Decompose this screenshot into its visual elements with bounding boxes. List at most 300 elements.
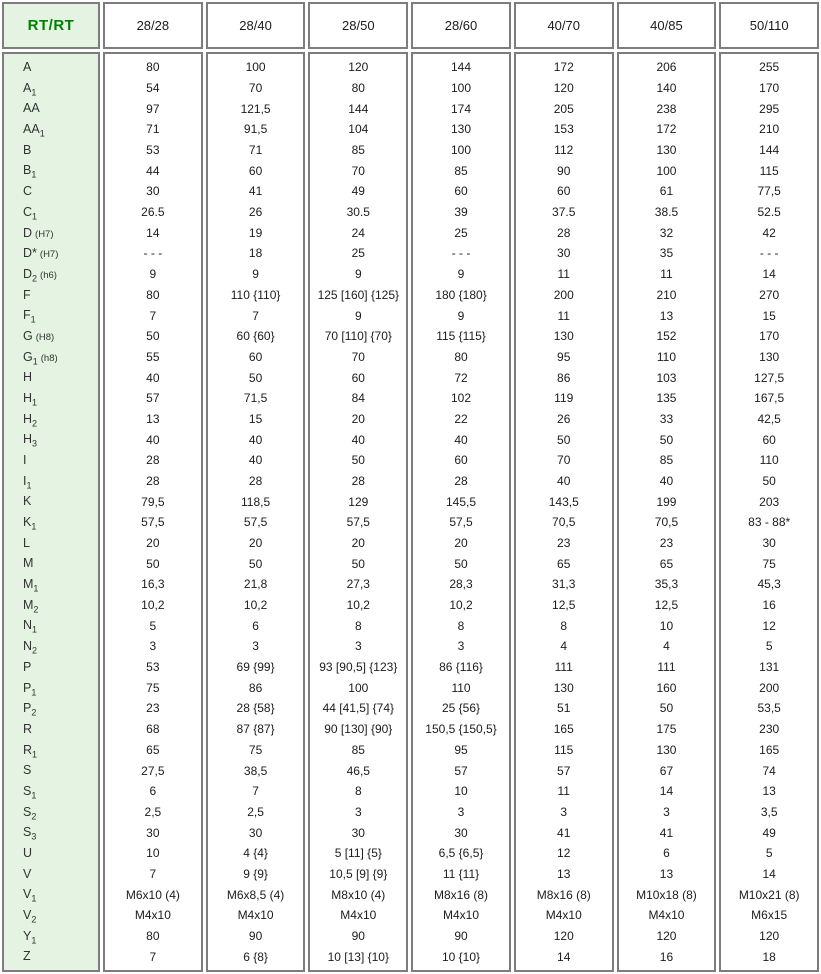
data-cell: 50 <box>762 473 776 488</box>
data-cell: 40 <box>659 473 674 488</box>
row-label: M <box>23 556 34 571</box>
data-cell: 170 <box>759 81 780 96</box>
data-cell: 70 <box>248 81 263 96</box>
data-cell: 104 <box>348 122 369 137</box>
data-cell: 3 <box>663 804 670 819</box>
data-cell: 10,2 <box>346 598 370 613</box>
column-body <box>206 52 306 972</box>
data-cell: 50 <box>351 453 365 468</box>
data-cell: 84 <box>351 391 365 406</box>
data-cell: 41 <box>557 825 571 840</box>
data-cell: 130 <box>656 742 677 757</box>
data-cell: 53,5 <box>757 701 781 716</box>
data-cell: 130 <box>553 680 574 695</box>
data-cell: 44 <box>146 163 160 178</box>
row-label: F <box>23 287 31 302</box>
data-cell: 18 <box>248 246 263 261</box>
data-cell: 37.5 <box>552 205 576 220</box>
data-cell: 49 <box>351 184 365 199</box>
data-cell: 38,5 <box>243 763 268 778</box>
data-cell: 16,3 <box>141 577 165 592</box>
data-cell: 238 <box>656 101 677 116</box>
data-cell: 14 <box>557 949 571 964</box>
data-cell: 86 <box>248 680 263 695</box>
row-label: $V_1$ <box>23 887 37 904</box>
data-cell: 15 <box>762 308 776 323</box>
data-cell: 14 <box>762 866 776 881</box>
data-cell: 144 <box>348 101 369 116</box>
data-cell: 120 <box>553 81 574 96</box>
data-cell: M4x10 <box>545 908 582 923</box>
data-cell: 129 <box>348 494 369 509</box>
data-cell: 60 <box>557 184 571 199</box>
row-label: $N_1$ <box>23 618 38 635</box>
data-cell: 115 <box>554 742 574 757</box>
data-cell: 30 <box>454 825 468 840</box>
row-label: $V_2$ <box>23 908 37 925</box>
data-cell: 3 <box>354 639 362 654</box>
data-cell: 50 <box>146 329 160 344</box>
data-cell: 23 <box>557 536 571 551</box>
data-cell: 172 <box>553 60 574 75</box>
column-header: 40/70 <box>514 2 614 49</box>
row-label: $H_1$ <box>23 390 38 408</box>
data-cell: 41 <box>248 184 263 199</box>
row-label: $S_3$ <box>23 825 37 842</box>
row-label: $N_2$ <box>23 639 38 656</box>
data-cell: 10 {10} <box>441 949 481 964</box>
column-body <box>411 52 511 972</box>
data-cell: 28 <box>146 453 160 468</box>
data-cell: 27,3 <box>346 577 370 592</box>
data-cell: 165 <box>553 722 574 737</box>
data-cell: 60 <box>454 184 468 199</box>
data-cell: 57 <box>146 391 160 406</box>
data-cell: 80 <box>454 349 468 364</box>
data-cell: 206 <box>656 60 677 75</box>
data-cell: 11 <box>660 267 673 282</box>
data-cell: 9 <box>252 267 259 282</box>
row-label: $C_1$ <box>23 204 38 222</box>
data-cell: 60 <box>248 163 263 178</box>
data-cell: 210 <box>656 287 677 302</box>
data-cell: 35,3 <box>654 577 679 592</box>
data-cell: 131 <box>759 660 780 675</box>
data-cell: 13 <box>659 866 674 881</box>
row-label: $M_1$ <box>23 577 39 594</box>
data-cell: M4x10 <box>648 908 685 923</box>
data-cell: 60 <box>351 370 365 385</box>
data-column <box>617 2 717 972</box>
data-cell: 57 <box>557 763 571 778</box>
row-label: $G_1$ (h8) <box>23 349 58 367</box>
data-cell: 69 {99} <box>236 660 275 675</box>
data-cell: 54 <box>146 81 160 96</box>
data-cell: 70,5 <box>654 515 679 530</box>
data-cell: 150,5 {150,5} <box>425 722 497 737</box>
column-body <box>308 52 408 972</box>
data-cell: 7 <box>149 866 157 881</box>
column-header: 28/60 <box>411 2 511 49</box>
data-cell: 30 <box>146 184 160 199</box>
data-cell: 200 <box>759 680 780 695</box>
data-cell: 24 <box>351 225 365 240</box>
data-cell: 70 <box>351 163 365 178</box>
data-cell: 130 <box>451 122 472 137</box>
column-header: 40/85 <box>617 2 717 49</box>
data-cell: 90 [130] {90} <box>324 722 393 737</box>
row-label: P <box>23 659 32 674</box>
data-cell: 40 <box>454 432 468 447</box>
data-cell: 32 <box>659 225 674 240</box>
data-cell: 18 <box>762 949 776 964</box>
data-cell: 95 <box>454 742 468 757</box>
row-label: $B_1$ <box>23 163 37 180</box>
data-cell: 13 <box>557 866 571 881</box>
data-cell: 144 <box>451 60 472 75</box>
data-cell: 12,5 <box>552 598 576 613</box>
data-cell: 25 <box>454 225 468 240</box>
data-cell: 40 <box>146 370 160 385</box>
data-cell: M4x10 <box>134 908 171 923</box>
data-cell: 100 <box>348 680 369 695</box>
data-cell: 13 <box>762 784 776 799</box>
data-cell: 7 <box>252 308 259 323</box>
data-cell: 3 <box>149 639 157 654</box>
data-cell: 46,5 <box>346 763 370 778</box>
data-cell: 205 <box>553 101 574 116</box>
data-cell: 6 <box>149 784 157 799</box>
data-cell: 83 - 88* <box>748 515 791 530</box>
data-column <box>411 2 511 972</box>
data-cell: 13 <box>659 308 674 323</box>
data-cell: 30.5 <box>346 205 370 220</box>
data-cell: 200 <box>553 287 574 302</box>
data-cell: 44 [41,5] {74} <box>322 701 394 716</box>
data-cell: 22 <box>454 411 468 426</box>
data-cell: 30 <box>557 246 571 261</box>
data-cell: 57,5 <box>243 515 268 530</box>
data-cell: 20 <box>454 536 468 551</box>
data-cell: 20 <box>351 536 365 551</box>
data-cell: 60 <box>454 453 468 468</box>
data-cell: 13 <box>146 411 160 426</box>
data-cell: 100 <box>656 163 677 178</box>
data-cell: 30 <box>248 825 263 840</box>
data-cell: 121,5 <box>240 101 271 116</box>
data-cell: 10,2 <box>449 598 473 613</box>
data-cell: 3 <box>252 639 259 654</box>
data-cell: - - - <box>451 246 471 261</box>
data-cell: 70 <box>557 453 571 468</box>
data-cell: 90 <box>454 928 468 943</box>
data-cell: 45,3 <box>757 577 781 592</box>
row-label: $S_2$ <box>23 804 37 822</box>
data-cell: 35 <box>659 246 674 261</box>
data-cell: 50 <box>659 701 674 716</box>
data-cell: 90 <box>351 928 365 943</box>
row-label: $K_1$ <box>23 515 37 532</box>
data-cell: 60 {60} <box>236 329 275 344</box>
row-label: Z <box>23 949 31 964</box>
data-cell: 7 <box>149 949 157 964</box>
data-cell: 11 <box>557 784 570 799</box>
data-cell: 5 <box>765 846 773 861</box>
data-cell: 30 <box>351 825 365 840</box>
column-header: 50/110 <box>719 2 819 49</box>
data-cell: M6x10 (4) <box>125 887 180 902</box>
data-cell: 52.5 <box>757 205 781 220</box>
row-label: D* (H7) <box>23 246 59 261</box>
data-cell: 42,5 <box>757 411 781 426</box>
data-cell: 12,5 <box>654 598 679 613</box>
data-cell: 71 <box>248 143 263 158</box>
data-cell: 28 <box>146 473 160 488</box>
data-cell: 60 <box>762 432 776 447</box>
data-cell: 65 <box>659 556 674 571</box>
data-cell: 65 <box>557 556 571 571</box>
column-body <box>103 52 203 972</box>
data-cell: 9 <box>354 308 362 323</box>
row-label: $Y_1$ <box>23 928 37 946</box>
row-label: G (H8) <box>23 328 55 343</box>
data-cell: 25 {56} <box>441 701 481 716</box>
data-cell: 2,5 <box>144 804 162 819</box>
data-cell: 80 <box>351 81 365 96</box>
data-cell: 28 <box>557 225 571 240</box>
data-cell: 71 <box>146 122 160 137</box>
row-label: $A_1$ <box>23 80 37 98</box>
row-label-column-body <box>2 52 100 972</box>
row-label: U <box>23 845 33 860</box>
data-cell: 111 <box>657 660 676 675</box>
data-cell: 120 <box>759 928 780 943</box>
data-cell: 4 {4} <box>243 846 268 861</box>
data-cell: 9 <box>457 267 465 282</box>
data-cell: 72 <box>454 370 468 385</box>
data-cell: 100 <box>451 143 472 158</box>
row-label: S <box>23 763 32 778</box>
row-label: R <box>23 721 33 736</box>
data-cell: 143,5 <box>548 494 579 509</box>
data-cell: 85 <box>351 143 365 158</box>
data-cell: 16 <box>659 949 674 964</box>
data-cell: 8 <box>457 618 465 633</box>
data-cell: 61 <box>659 184 674 199</box>
data-cell: 110 <box>759 453 779 468</box>
data-cell: 40 <box>146 432 160 447</box>
row-label: C <box>23 184 33 199</box>
data-cell: 30 <box>762 536 776 551</box>
data-cell: 9 <box>149 267 157 282</box>
table-corner-label: RT/RT <box>27 17 75 34</box>
data-cell: 80 <box>146 928 160 943</box>
data-cell: 10 <box>454 784 468 799</box>
column-body <box>719 52 819 972</box>
row-label: A <box>23 60 32 75</box>
data-cell: 170 <box>759 329 780 344</box>
data-cell: M4x10 <box>443 908 480 923</box>
data-column <box>103 2 203 972</box>
data-cell: 55 <box>146 349 160 364</box>
data-cell: 110 <box>656 349 677 364</box>
row-label: K <box>23 494 32 509</box>
data-cell: 10 [13] {10} <box>327 949 389 964</box>
data-cell: 8 <box>354 784 362 799</box>
table-corner-header <box>2 2 100 49</box>
row-label: $S_1$ <box>23 783 37 801</box>
data-cell: 75 <box>146 680 160 695</box>
row-label: $H_3$ <box>23 432 38 449</box>
data-cell: 100 <box>451 81 472 96</box>
data-cell: 210 <box>759 122 780 137</box>
data-cell: M8x16 (8) <box>434 887 489 902</box>
data-cell: 10 <box>146 846 160 861</box>
row-label: V <box>23 866 32 881</box>
row-label: $F_1$ <box>23 308 36 325</box>
data-cell: - - - <box>759 246 779 261</box>
data-cell: 26 <box>557 411 571 426</box>
data-cell: 5 <box>149 618 157 633</box>
data-cell: 16 <box>762 598 776 613</box>
data-cell: 42 <box>762 225 776 240</box>
column-body <box>514 52 614 972</box>
data-cell: 5 <box>765 639 773 654</box>
data-cell: 6,5 {6,5} <box>438 846 484 861</box>
data-cell: 67 <box>659 763 674 778</box>
data-cell: 91,5 <box>243 122 268 137</box>
data-cell: 31,3 <box>552 577 576 592</box>
data-cell: 20 <box>146 536 160 551</box>
data-cell: 57,5 <box>346 515 370 530</box>
data-cell: M8x16 (8) <box>536 887 591 902</box>
data-cell: 120 <box>553 928 574 943</box>
row-label: AA <box>23 101 40 116</box>
data-cell: 50 <box>248 556 263 571</box>
data-cell: 14 <box>762 267 776 282</box>
data-cell: 127,5 <box>754 370 785 385</box>
data-column <box>206 2 306 972</box>
data-cell: 12 <box>557 846 571 861</box>
data-cell: 28 <box>351 473 365 488</box>
data-cell: 20 <box>351 411 365 426</box>
data-cell: 28 {58} <box>236 701 275 716</box>
data-cell: 10,2 <box>141 598 165 613</box>
data-cell: 77,5 <box>757 184 781 199</box>
data-cell: 39 <box>454 205 468 220</box>
data-cell: 125 [160] {125} <box>317 287 399 302</box>
data-cell: 86 <box>557 370 571 385</box>
data-cell: 8 <box>354 618 362 633</box>
data-cell: 255 <box>759 60 780 75</box>
data-cell: 71,5 <box>243 391 268 406</box>
column-body <box>617 52 717 972</box>
data-cell: 145,5 <box>446 494 477 509</box>
data-cell: 130 <box>759 349 780 364</box>
data-cell: 19 <box>248 225 263 240</box>
data-cell: 50 <box>146 556 160 571</box>
data-cell: 97 <box>146 101 160 116</box>
data-cell: 93 [90,5] {123} <box>319 660 398 675</box>
row-label: $R_1$ <box>23 742 38 760</box>
data-cell: 144 <box>759 143 780 158</box>
row-label: $AA_1$ <box>23 122 45 139</box>
data-cell: 7 <box>149 308 157 323</box>
data-cell: 4 <box>663 639 670 654</box>
data-cell: M10x21 (8) <box>738 887 800 902</box>
data-cell: 3,5 <box>760 804 778 819</box>
data-cell: 102 <box>451 391 472 406</box>
row-label: H <box>23 370 33 385</box>
data-cell: 7 <box>252 784 259 799</box>
data-cell: 152 <box>656 329 677 344</box>
data-cell: 115 <box>759 163 779 178</box>
data-cell: 10,5 [9] {9} <box>329 866 388 881</box>
data-cell: 23 <box>659 536 674 551</box>
data-cell: 51 <box>557 701 571 716</box>
data-cell: 50 <box>454 556 468 571</box>
data-cell: 50 <box>557 432 571 447</box>
data-cell: 30 <box>146 825 160 840</box>
data-cell: M8x10 (4) <box>331 887 386 902</box>
data-cell: 6 <box>663 846 670 861</box>
data-cell: 50 <box>659 432 674 447</box>
data-cell: 80 <box>146 60 160 75</box>
data-cell: 28 <box>454 473 468 488</box>
data-cell: 57 <box>454 763 468 778</box>
data-cell: 230 <box>759 722 780 737</box>
data-cell: 175 <box>656 722 677 737</box>
data-cell: 23 <box>146 701 160 716</box>
data-cell: 3 <box>457 804 465 819</box>
data-cell: 87 {87} <box>236 722 275 737</box>
data-cell: 70 [110] {70} <box>324 329 392 344</box>
data-cell: 14 <box>146 225 160 240</box>
data-cell: 203 <box>759 494 780 509</box>
data-cell: 110 {110} <box>230 287 281 302</box>
data-cell: 49 <box>762 825 776 840</box>
data-cell: 9 <box>354 267 362 282</box>
data-cell: 41 <box>659 825 674 840</box>
row-label: $I_1$ <box>23 473 32 491</box>
data-cell: 50 <box>248 370 263 385</box>
data-column <box>514 2 614 972</box>
row-label: L <box>23 535 30 550</box>
data-cell: M10x18 (8) <box>636 887 697 902</box>
data-cell: 140 <box>656 81 677 96</box>
data-cell: 9 <box>457 308 465 323</box>
data-cell: 95 <box>557 349 571 364</box>
data-cell: 60 <box>248 349 263 364</box>
data-column <box>308 2 408 972</box>
data-cell: 172 <box>656 122 677 137</box>
data-cell: 40 <box>248 432 263 447</box>
data-cell: 110 <box>451 680 471 695</box>
data-cell: 130 <box>553 329 574 344</box>
data-cell: 180 {180} <box>435 287 487 302</box>
data-cell: M4x10 <box>340 908 377 923</box>
data-cell: 118,5 <box>241 494 271 509</box>
data-cell: 53 <box>146 143 160 158</box>
data-cell: 38.5 <box>654 205 679 220</box>
data-cell: 12 <box>762 618 776 633</box>
data-cell: 28 <box>248 473 263 488</box>
data-cell: 70,5 <box>552 515 576 530</box>
data-cell: 4 <box>560 639 568 654</box>
data-cell: 20 <box>248 536 263 551</box>
data-cell: 120 <box>656 928 677 943</box>
data-cell: 11 <box>557 308 570 323</box>
